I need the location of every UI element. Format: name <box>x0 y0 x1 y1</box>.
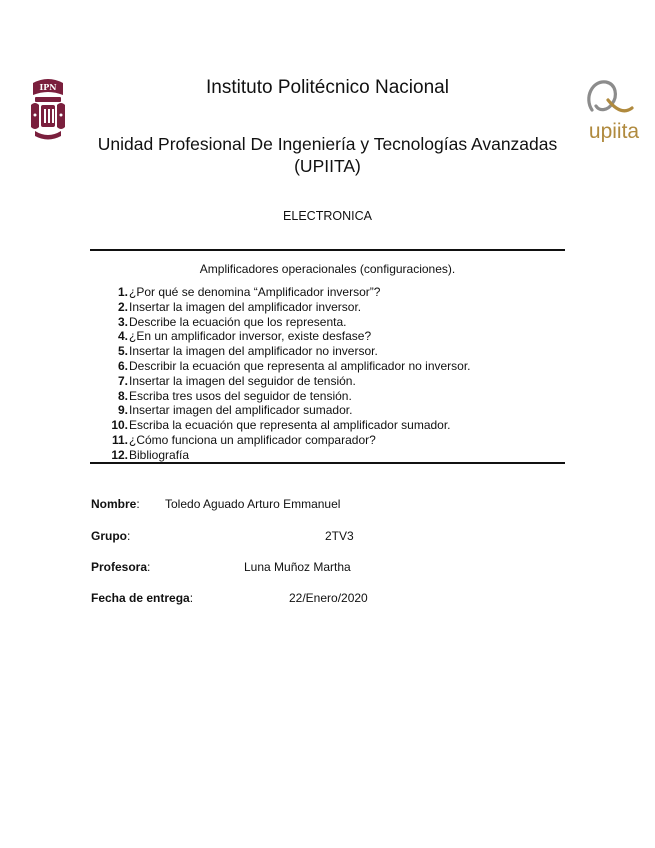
question-text: Escriba tres usos del seguidor de tensión. <box>129 388 352 403</box>
question-number: 10. <box>111 418 128 433</box>
list-item <box>106 344 471 359</box>
question-number: 7. <box>117 373 128 388</box>
unit-title: Unidad Profesional De Ingeniería y Tecnologías Avanzadas (UPIITA) <box>97 134 558 176</box>
institution-title: Instituto Politécnico Nacional <box>206 77 449 98</box>
list-item <box>106 374 471 389</box>
subject-title: ELECTRONICA <box>283 209 372 223</box>
question-text: Insertar la imagen del amplificador no inversor. <box>129 344 378 359</box>
question-text: Insertar imagen del amplificador sumador. <box>129 403 353 418</box>
list-item <box>106 300 471 315</box>
topic-title: Amplificadores operacionales (configuraciones). <box>199 262 456 276</box>
question-number: 5. <box>117 344 128 359</box>
question-text: Escriba la ecuación que representa al amplificador sumador. <box>129 418 451 433</box>
question-list <box>106 285 471 463</box>
list-item <box>106 389 471 404</box>
list-item <box>106 403 471 418</box>
question-number: 12. <box>111 447 128 462</box>
question-number: 1. <box>117 285 128 299</box>
list-item <box>106 448 471 463</box>
profesora-value: Luna Muñoz Martha <box>244 560 351 574</box>
question-text: Insertar la imagen del amplificador inversor. <box>129 299 362 314</box>
nombre-label: Nombre: <box>91 497 140 511</box>
upiita-logo-text: upiita <box>588 120 640 142</box>
fecha-label: Fecha de entrega: <box>91 591 194 605</box>
ipn-logo-text: IPN <box>39 82 57 92</box>
question-text: Bibliografía <box>129 447 190 462</box>
list-item <box>106 359 471 374</box>
question-text: ¿Cómo funciona un amplificador comparador? <box>129 432 376 447</box>
question-number: 6. <box>117 358 128 373</box>
question-number: 2. <box>117 299 128 314</box>
grupo-value: 2TV3 <box>325 529 354 543</box>
profesora-label: Profesora: <box>91 560 151 574</box>
list-item <box>106 433 471 448</box>
question-number: 4. <box>117 329 128 344</box>
nombre-value: Toledo Aguado Arturo Emmanuel <box>165 497 341 511</box>
list-item <box>106 285 471 300</box>
list-item <box>106 329 471 344</box>
question-text: Insertar la imagen del seguidor de tensión. <box>129 373 356 388</box>
list-item <box>106 315 471 330</box>
grupo-label: Grupo: <box>91 529 131 543</box>
fecha-value: 22/Enero/2020 <box>289 591 368 605</box>
question-text: Describe la ecuación que los representa. <box>129 314 347 329</box>
bottom-divider <box>90 462 565 464</box>
question-text: ¿En un amplificador inversor, existe desfase? <box>129 329 372 344</box>
question-number: 3. <box>117 314 128 329</box>
question-number: 9. <box>117 403 128 418</box>
list-item <box>106 418 471 433</box>
question-text: Describir la ecuación que representa al amplificador no inversor. <box>129 358 471 373</box>
top-divider <box>90 249 565 251</box>
question-text: ¿Por qué se denomina “Amplificador inversor”? <box>129 285 381 299</box>
question-number: 8. <box>117 388 128 403</box>
question-number: 11. <box>111 432 128 447</box>
